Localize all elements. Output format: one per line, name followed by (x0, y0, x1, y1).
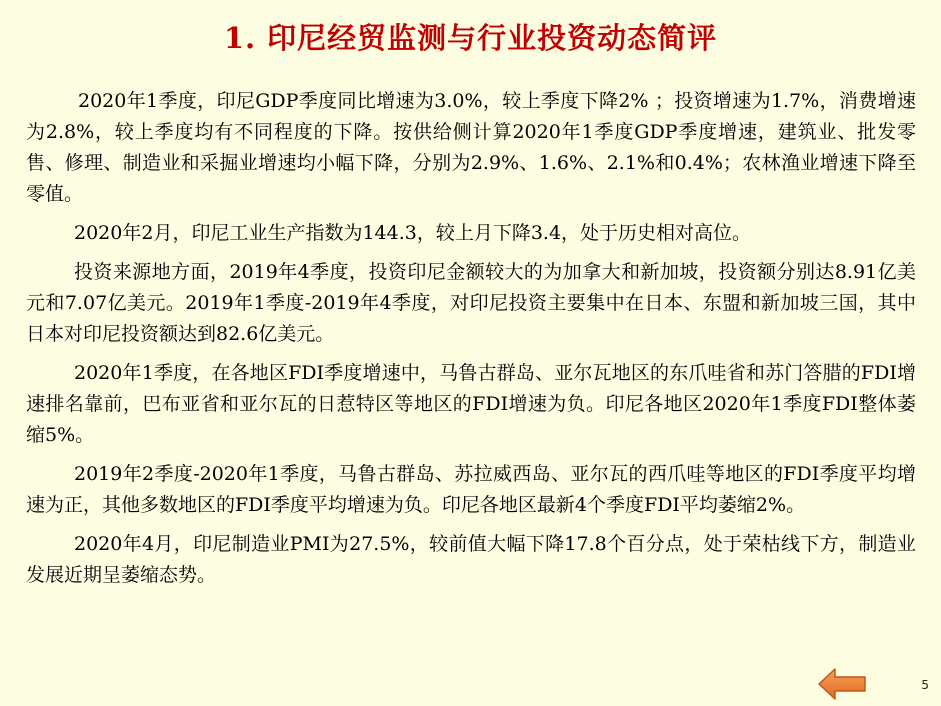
slide-content (26, 86, 916, 599)
paragraph-fdi-average: 2019年2季度-2020年1季度，马鲁古群岛、苏拉威西岛、亚尔瓦的西爪哇等地区的FDI季度平均增速为正，其他多数地区的FDI季度平均增速为负。印尼各地区最新4个季度FDI平均萎缩2%。 (26, 463, 916, 516)
slide-title: 1. 印尼经贸监测与行业投资动态简评 (223, 21, 718, 55)
paragraph-fdi-regional: 2020年1季度，在各地区FDI季度增速中，马鲁古群岛、亚尔瓦地区的东爪哇省和苏门答腊的FDI增速排名靠前，巴布亚省和亚尔瓦的日惹特区等地区的FDI增速为负。印尼各地区2020年1季度FDI整体萎缩5%。 (26, 362, 916, 446)
back-button[interactable] (817, 667, 867, 701)
paragraph-pmi: 2020年4月，印尼制造业PMI为27.5%，较前值大幅下降17.8个百分点，处于荣枯线下方，制造业发展近期呈萎缩态势。 (26, 533, 916, 586)
page-number: 5 (921, 678, 929, 692)
left-arrow-icon (817, 667, 867, 701)
paragraph-gdp: 2020年1季度，印尼GDP季度同比增速为3.0%，较上季度下降2% ；投资增速为1.7%，消费增速为2.8%，较上季度均有不同程度的下降。按供给侧计算2020年1季度GDP季度增速，建筑业、批发零售、修理、制造业和采掘业增速均小幅下降，分别为2.9%、1.6%、2.1%和0.4%；农林渔业增速下降至零值。 (26, 90, 916, 205)
paragraph-industrial-index: 2020年2月，印尼工业生产指数为144.3，较上月下降3.4，处于历史相对高位。 (74, 222, 752, 244)
paragraph-investment-source: 投资来源地方面，2019年4季度，投资印尼金额较大的为加拿大和新加坡，投资额分别达8.91亿美元和7.07亿美元。2019年1季度-2019年4季度，对印尼投资主要集中在日本、东盟和新加坡三国，其中日本对印尼投资额达到82.6亿美元。 (26, 261, 916, 345)
